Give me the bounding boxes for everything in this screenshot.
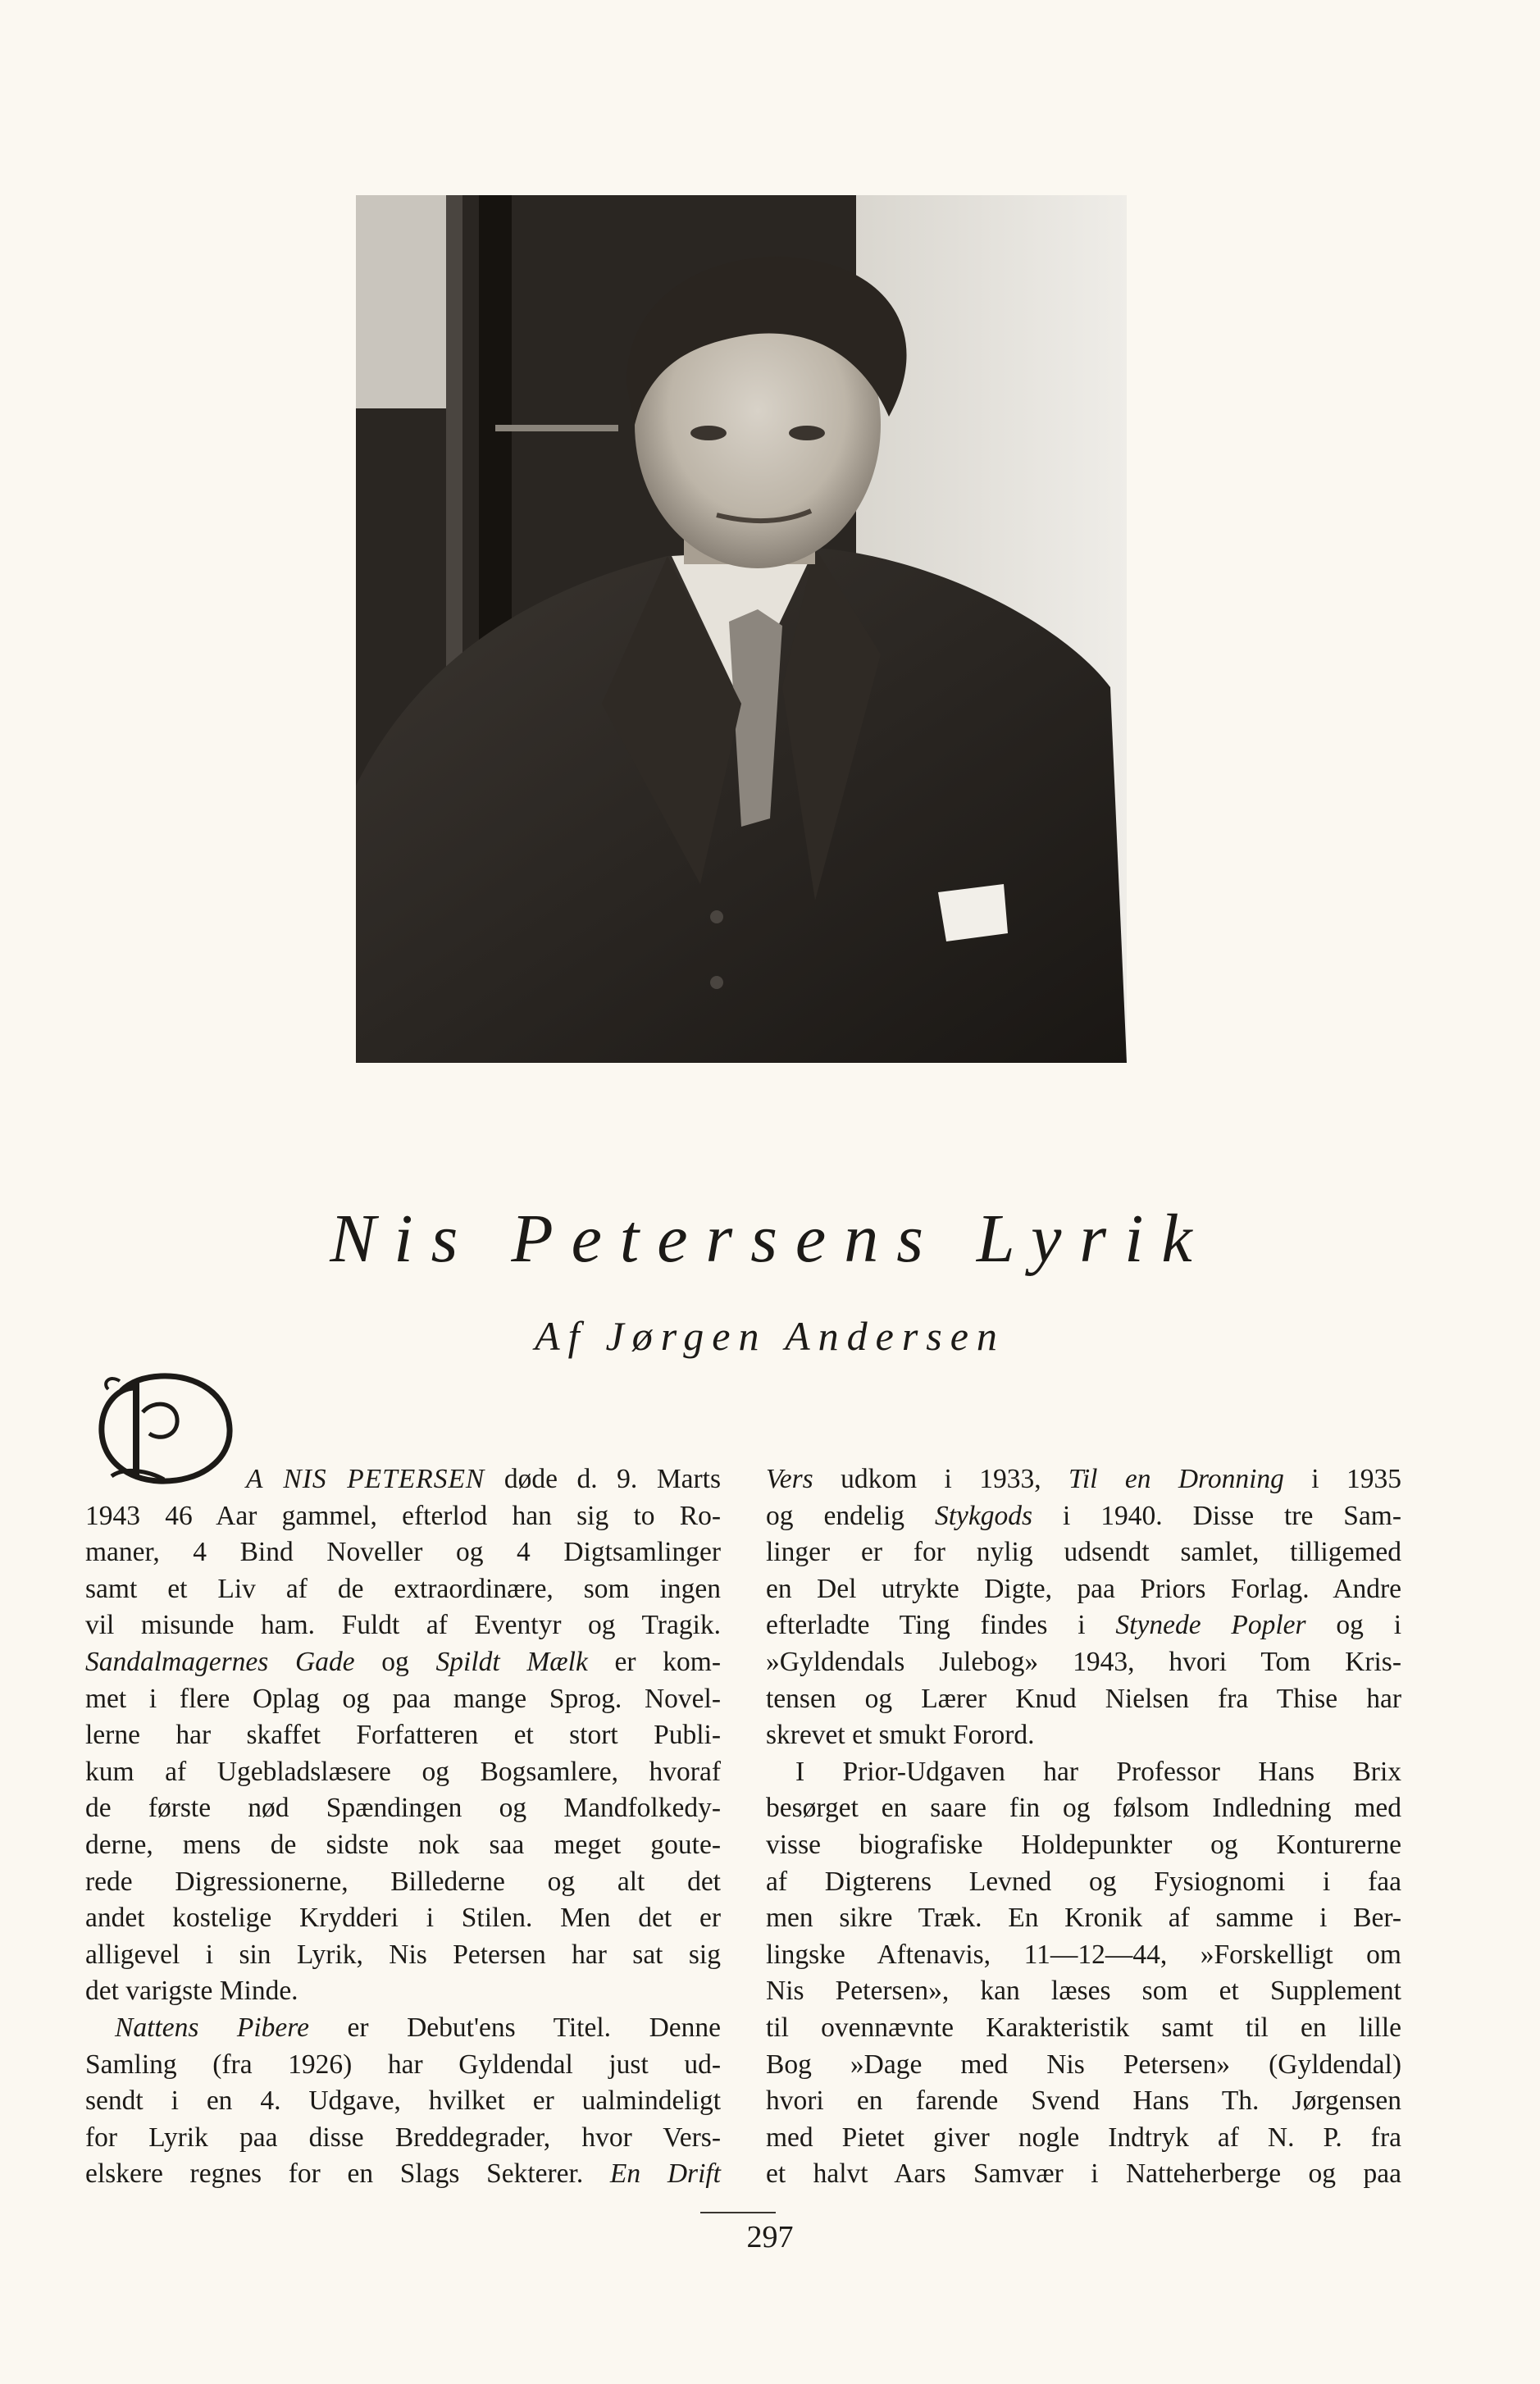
text-line: andet kostelige Krydderi i Stilen. Men det er: [85, 1903, 721, 1934]
text-line: »Gyldendals Julebog» 1943, hvori Tom Kris-: [766, 1646, 1401, 1677]
text-line: Nis Petersen», kan læses som et Supplement: [766, 1976, 1401, 2007]
text-line: visse biografiske Holdepunkter og Konturerne: [766, 1829, 1401, 1860]
text-line: tensen og Lærer Knud Nielsen fra Thise har: [766, 1683, 1401, 1714]
text-line: rede Digressionerne, Billederne og alt det: [85, 1866, 721, 1897]
text-line: I Prior-Udgaven har Professor Hans Brix: [795, 1756, 1401, 1787]
text-line: skrevet et smukt Forord.: [766, 1720, 1035, 1751]
portrait-image: [356, 195, 1127, 1063]
text-line: vil misunde ham. Fuldt af Eventyr og Tragik.: [85, 1610, 721, 1641]
byline-author: Jørgen Andersen: [605, 1313, 1005, 1359]
opening-name: A NIS PETERSEN: [246, 1464, 485, 1494]
text-line: lingske Aftenavis, 11—12—44, »Forskelligt om: [766, 1939, 1401, 1970]
text-line: det varigste Minde.: [85, 1976, 298, 2007]
byline-prefix: Af: [535, 1313, 588, 1359]
text-line: 1943 46 Aar gammel, efterlod han sig to Ro-: [85, 1500, 721, 1531]
text-line: lerne har skaffet Forfatteren et stort Publi-: [85, 1720, 721, 1751]
italic-title: Stykgods: [935, 1500, 1033, 1531]
text-line: met i flere Oplag og paa mange Sprog. Novel-: [85, 1683, 721, 1714]
text-line: Nattens Pibere er Debut'ens Titel. Denne: [115, 2012, 721, 2043]
folio-rule: [700, 2212, 776, 2213]
text-line: samt et Liv af de extraordinære, som ingen: [85, 1573, 721, 1604]
text-line: Vers udkom i 1933, Til en Dronning i 1935: [766, 1464, 1401, 1494]
italic-title: En Drift: [609, 2158, 721, 2190]
text-line: derne, mens de sidste nok saa meget goute-: [85, 1829, 721, 1860]
text-line: Samling (fra 1926) har Gyldendal just ud-: [85, 2049, 721, 2080]
text-line: kum af Ugebladslæsere og Bogsamlere, hvoraf: [85, 1756, 721, 1787]
italic-title: Vers: [766, 1464, 813, 1494]
byline: [0, 1312, 1540, 1360]
italic-title: Til en Dronning: [1068, 1464, 1284, 1494]
italic-title: Sandalmagernes Gade: [85, 1646, 355, 1677]
text-line: efterladte Ting findes i Stynede Popler og i: [766, 1610, 1402, 1641]
text-line: linger er for nylig udsendt samlet, tilligemed: [766, 1537, 1401, 1568]
page-number: 297: [746, 2220, 794, 2254]
text-line: Sandalmagernes Gade og Spildt Mælk er kom-: [85, 1646, 721, 1677]
text-line: for Lyrik paa disse Breddegrader, hvor Vers-: [85, 2122, 721, 2153]
text-line: et halvt Aars Samvær i Natteherberge og paa: [766, 2158, 1401, 2190]
text-line: med Pietet giver nogle Indtryk af N. P. fra: [766, 2122, 1401, 2153]
text-line: alligevel i sin Lyrik, Nis Petersen har sat sig: [85, 1939, 721, 1970]
text-line: elskere regnes for en Slags Sekterer. En Drift: [85, 2158, 721, 2190]
text-line: af Digterens Levned og Fysiognomi i faa: [766, 1866, 1401, 1897]
article-title: Nis Petersens Lyrik: [330, 1201, 1210, 1277]
text-line: til ovennævnte Karakteristik samt til en lille: [766, 2012, 1401, 2043]
text-line: A NIS PETERSEN døde d. 9. Marts: [246, 1464, 721, 1494]
text-line: hvori en farende Svend Hans Th. Jørgensen: [766, 2085, 1401, 2117]
italic-title: Nattens Pibere: [115, 2012, 309, 2043]
right-text-column: [766, 1461, 1401, 2193]
text-line: de første nød Spændingen og Mandfolkedy-: [85, 1793, 721, 1824]
text-line: og endelig Stykgods i 1940. Disse tre Sam-: [766, 1500, 1401, 1531]
text-line: men sikre Træk. En Kronik af samme i Ber-: [766, 1903, 1401, 1934]
italic-title: Stynede Popler: [1115, 1610, 1306, 1641]
author-portrait-photo: [356, 195, 1127, 1063]
text-line: sendt i en 4. Udgave, hvilket er ualmindeligt: [85, 2085, 721, 2117]
text-line: maner, 4 Bind Noveller og 4 Digtsamlinger: [85, 1537, 721, 1568]
text-line: Bog »Dage med Nis Petersen» (Gyldendal): [766, 2049, 1401, 2080]
text-line: besørget en saare fin og følsom Indledning med: [766, 1793, 1401, 1824]
text-line: en Del utrykte Digte, paa Priors Forlag. Andre: [766, 1573, 1401, 1604]
left-text-column: [85, 1461, 721, 2193]
italic-title: Spildt Mælk: [435, 1646, 588, 1677]
